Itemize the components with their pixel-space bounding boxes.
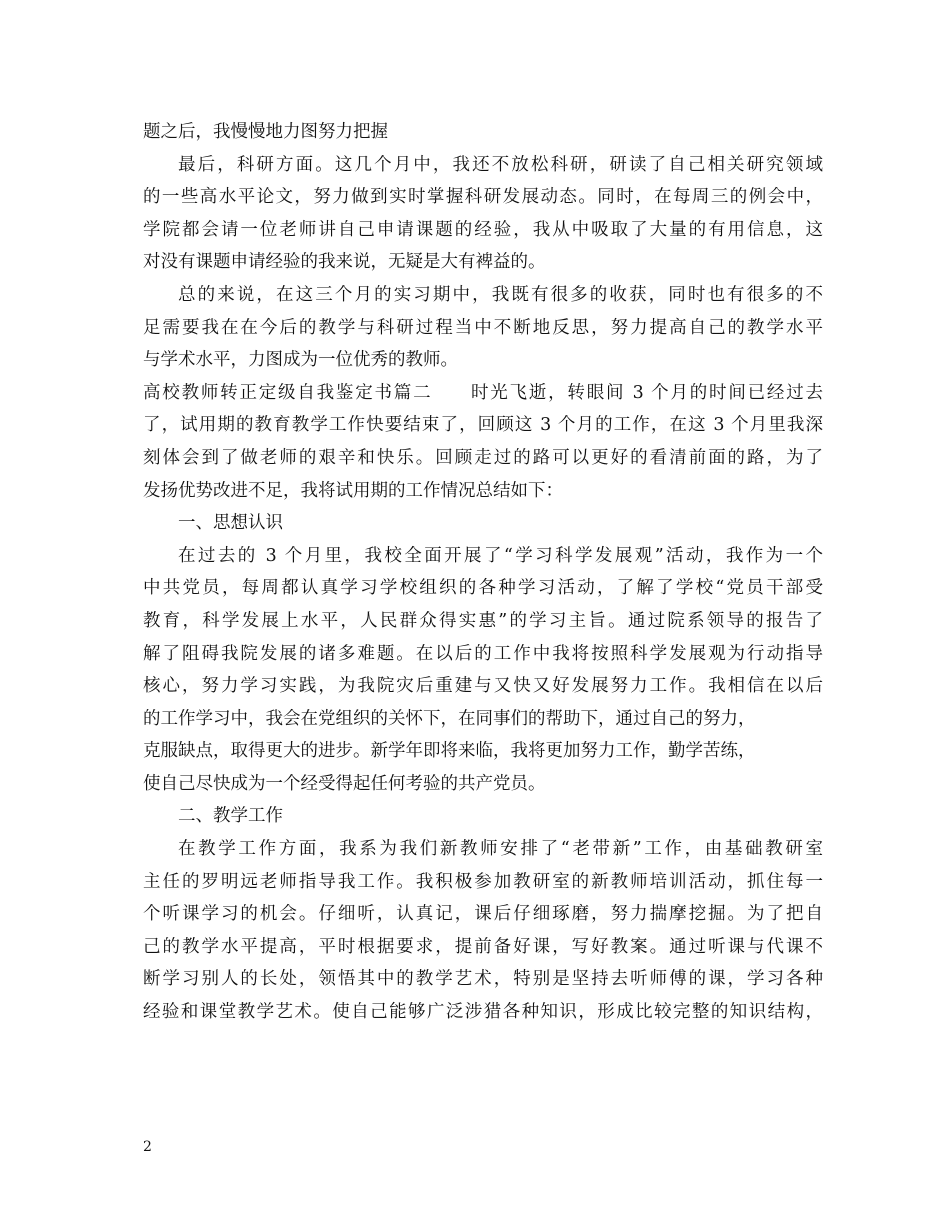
text-line: 克服缺点，取得更大的进步。新学年即将来临，我将更加努力工作，勤学苦练， [143, 741, 756, 762]
text-line: 的一些高水平论文，努力做到实时掌握科研发展动态。同时，在每周三的例会中， [143, 187, 823, 208]
text-line: 使自己尽快成为一个经受得起任何考验的共产党员。 [143, 773, 546, 794]
page-number: 2 [143, 1139, 152, 1155]
text-line: 的工作学习中，我会在党组织的关怀下，在同事们的帮助下，通过自己的努力， [143, 708, 756, 729]
text-line: 了，试用期的教育教学工作快要结束了，回顾这 3 个月的工作，在这 3 个月里我深 [143, 415, 823, 436]
text-line: 学院都会请一位老师讲自己申请课题的经验，我从中吸取了大量的有用信息，这 [143, 219, 823, 240]
text-line: 高校教师转正定级自我鉴定书篇二 时光飞逝，转眼间 3 个月的时间已经过去 [143, 382, 823, 403]
text-line: 二、教学工作 [178, 806, 283, 827]
text-line: 解了阻碍我院发展的诸多难题。在以后的工作中我将按照科学发展观为行动指导 [143, 643, 823, 664]
text-line: 在教学工作方面，我系为我们新教师安排了“老带新”工作，由基础教研室 [178, 839, 823, 860]
text-line: 题之后，我慢慢地力图努力把握 [143, 122, 388, 142]
text-line: 断学习别人的长处，领悟其中的教学艺术，特别是坚持去听师傅的课，学习各种 [143, 969, 823, 990]
text-line: 发扬优势改进不足，我将试用期的工作情况总结如下： [143, 480, 563, 501]
text-line: 经验和课堂教学艺术。使自己能够广泛涉猎各种知识，形成比较完整的知识结构， [143, 1002, 823, 1023]
text-line: 足需要我在在今后的教学与科研过程当中不断地反思，努力提高自己的教学水平 [143, 317, 823, 338]
text-line: 中共党员，每周都认真学习学校组织的各种学习活动，了解了学校“党员干部受 [143, 578, 823, 599]
text-line: 教育，科学发展上水平，人民群众得实惠”的学习主旨。通过院系领导的报告了 [143, 610, 823, 631]
text-line: 在过去的 3 个月里，我校全面开展了“学习科学发展观”活动，我作为一个 [178, 545, 823, 566]
text-line: 己的教学水平提高，平时根据要求，提前备好课，写好教案。通过听课与代课不 [143, 936, 823, 957]
text-line: 最后，科研方面。这几个月中，我还不放松科研，研读了自己相关研究领域 [178, 154, 823, 175]
text-line: 刻体会到了做老师的艰辛和快乐。回顾走过的路可以更好的看清前面的路，为了 [143, 447, 823, 468]
text-line: 个听课学习的机会。仔细听，认真记，课后仔细琢磨，努力揣摩挖掘。为了把自 [143, 904, 823, 925]
text-line: 总的来说，在这三个月的实习期中，我既有很多的收获，同时也有很多的不 [178, 284, 823, 305]
document-body [143, 116, 823, 1029]
text-line: 核心，努力学习实践，为我院灾后重建与又快又好发展努力工作。我相信在以后 [143, 676, 823, 697]
text-line: 主任的罗明远老师指导我工作。我积极参加教研室的新教师培训活动，抓住每一 [143, 871, 823, 892]
text-line: 一、思想认识 [178, 513, 283, 534]
text-line: 对没有课题申请经验的我来说，无疑是大有裨益的。 [143, 252, 546, 273]
text-line: 与学术水平，力图成为一位优秀的教师。 [143, 350, 458, 371]
